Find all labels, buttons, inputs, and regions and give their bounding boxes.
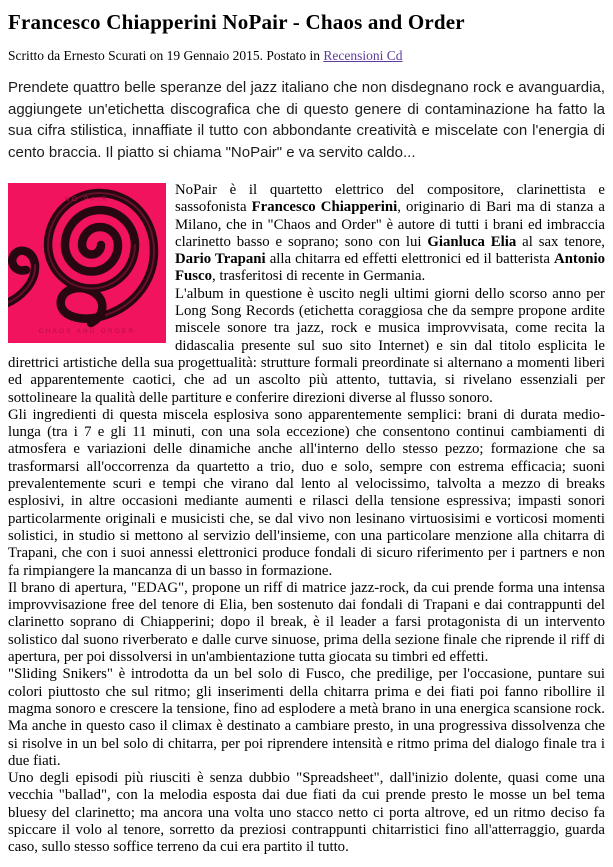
page-title: Francesco Chiapperini NoPair - Chaos and Order [8, 10, 465, 34]
musician-name: Francesco Chiapperini [251, 199, 398, 216]
byline-text: Scritto da Ernesto Scurati on 19 Gennaio 2015. Postato in [8, 48, 324, 63]
body-text: , trasferitosi di recente in Germania. [212, 268, 426, 285]
byline [8, 48, 605, 64]
recensioni-cd-link[interactable]: Recensioni Cd [323, 48, 403, 63]
body-text: L'album in questione è uscito negli ultimi giorni dello scorso anno per Long Song Records (etichetta coraggiosa che da sempre propone ardite miscele sonore tra jazz, rock e musica improvvisata, come recita la didascalia presente sul suo sito Internet) e sin dal titolo esplicita le direttrici artistiche della sua progettualità: strutture formali preordinate si alternano a momenti liberi ed apparentemente caotici, che ad un ascolto più attento, tuttavia, si rivelano essenziali per sottolineare la qualità delle partiture e conferire direzioni diverse al flusso sonoro. [8, 285, 605, 406]
musician-name: Dario Trapani [175, 251, 266, 268]
body-text: Gli ingredienti di questa miscela esplosiva sono apparentemente semplici: brani di durata medio-lunga (tra i 7 e gli 11 minuti, con una sola eccezione) che consentono continui cambiamenti di atmosfera e variazioni delle dinamiche anche all'interno dello stesso pezzo; formazione che sa trasformarsi all'occorrenza da quartetto a trio, duo e solo, sempre con estrema efficacia; suoni prevalentemente scuri e tempi che virano dal lento al velocissimo, talvolta a mezzo di breaks esplosivi, in altre occasioni mediante aumenti e rilasci della tensione espressiva; impasti sonori particolarmente originali e musicisti che, se dal vivo non lesinano virtuosisimi e vorticosi momenti solistici, in studio si mettono al servizio dell'insieme, con una particolare menzione alla chitarra di Trapani, che con i suoi annessi elettronici produce fondali di sicuro riferimento per i partners e non fa rimpiangere la mancanza di un basso in formazione. [8, 406, 605, 579]
intro-paragraph: Prendete quattro belle speranze del jazz italiano che non disdegnano rock e avanguardia, aggiungete un'etichetta discografica che di questo genere di contaminazione ha fatto la sua cifra stilistica, innaffiate il tutto con abbondante creatività e miscelate con l'energia di cento braccia. Il piatto si chiama "NoPair" e va servito caldo... [8, 79, 605, 161]
album-cover-title: NO PAIR [64, 196, 110, 203]
body-text: "Sliding Snikers" è introdotta da un bel solo di Fusco, che predilige, per l'occasione, puntare sui colori piuttosto che sul ritmo; gli inserimenti della chitarra prima e dei fiati poi fanno ribollire il magma sonoro e crescere la tensione, fino ad esplodere a metà brano in una energica scansione rock. Ma anche in questo caso il climax è destinato a cambiare presto, in una progressiva dissolvenza che si risolve in un bel solo di chitarra, per poi riprendere intensità e ritmo prima del dialogo finale tra i due fiati. [8, 666, 605, 769]
body-paragraph [8, 407, 605, 580]
musician-name: Antonio Fusco [175, 251, 605, 285]
body-text: , originario di Bari ma di stanza a Milano, che in "Chaos and Order" è autore di tutti i brani ed imbraccia clarinetto basso e soprano; sono con lui [175, 199, 606, 250]
album-cover-subtitle: CHAOS AND ORDER [38, 328, 136, 335]
body-text: Uno degli episodi più riusciti è senza dubbio "Spreadsheet", dall'inizio dolente, quasi come una vecchia "ballad", con la melodia esposta dai due fiati da cui prende presto le mosse un bel tema bluesy del clarinetto; ma ancora una volta uno stacco netto ci porta altrove, ed un ritmo deciso fa spiccare il volo al tenore, sorretto da preziosi contrappunti chitarristici fino all'atterraggio, guarda caso, sullo stesso soffice terreno da cui era partito il tutto. [8, 770, 605, 856]
body-text: alla chitarra ed effetti elettronici ed il batterista [265, 251, 555, 268]
body-paragraph [8, 770, 605, 856]
musician-name: Gianluca Elia [427, 233, 517, 250]
body-text: NoPair è il quartetto elettrico del compositore, clarinettista e sassofonista [175, 182, 605, 216]
article-body [8, 182, 605, 857]
album-cover-image [8, 183, 166, 343]
body-text: Il brano di apertura, "EDAG", propone un riff di matrice jazz-rock, da cui prende forma una intensa improvvisazione free del tenore di Elia, ben sostenuto dai fondali di Trapani e dai contrappunti del clarinetto soprano di Chiapperini; dopo il break, è il leader a farsi protagonista di un intervento solistico dal suono riverberato e dalle curve sinuose, prima della sezione finale che riprende il riff di apertura, per poi dissolversi in un'ambientazione tutta giocata su timbri ed effetti. [8, 579, 605, 666]
body-paragraph [8, 580, 605, 666]
body-paragraph [8, 666, 605, 770]
body-text: al sax tenore, [516, 233, 605, 250]
